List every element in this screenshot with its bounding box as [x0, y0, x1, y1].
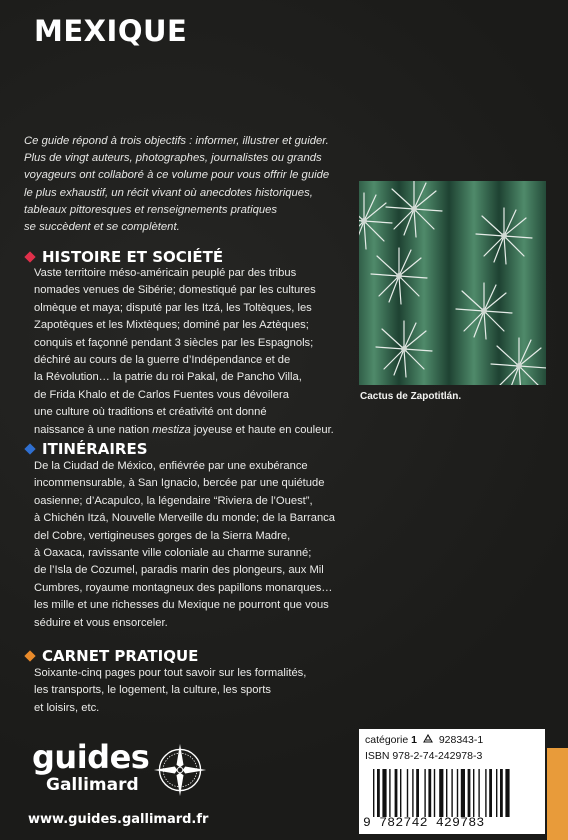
orange-diamond-icon: [24, 650, 35, 661]
book-title: MEXIQUE: [34, 14, 188, 48]
intro-line: Ce guide répond à trois objectifs : informer, illustrer et guider.: [24, 135, 329, 147]
orange-edge-strip: [547, 748, 568, 840]
website-url: www.guides.gallimard.fr: [28, 812, 209, 827]
body-line: del Cobre, vertigineuses gorges de la Sierra Madre,: [34, 529, 291, 542]
category-line: [365, 734, 483, 746]
category-label: catégorie: [365, 734, 409, 746]
body-line: de Frida Khalo et de Carlos Fuentes vous dévoilera: [34, 388, 289, 401]
body-line: les transports, le logement, la culture, les sports: [34, 684, 271, 697]
section-body-itineraires: [34, 458, 335, 632]
section-body-carnet: [34, 665, 306, 717]
body-line: [34, 422, 334, 439]
intro-line: le plus exhaustif, un récit vivant où anecdotes historiques,: [24, 186, 313, 199]
line-text: joyeuse et haute en couleur.: [190, 423, 334, 436]
category-value: 1: [411, 734, 417, 746]
intro-line: voyageurs ont collaboré à ce volume pour vous offrir le guide: [24, 169, 330, 182]
section-heading-carnet: [24, 647, 198, 665]
body-line: de l’Isla de Cozumel, paradis marin des plongeurs, aux Mil: [34, 564, 324, 577]
section-title: CARNET PRATIQUE: [42, 647, 199, 665]
body-line: les mille et une richesses du Mexique ne pourront que vous: [34, 599, 329, 612]
body-line: conquis et façonné pendant 3 siècles par les Espagnols;: [34, 336, 314, 349]
body-line: une culture où traditions et créativité ont donné: [34, 406, 267, 419]
body-line: et loisirs, etc.: [34, 701, 100, 714]
body-line: De la Ciudad de México, enfiévrée par une exubérance: [34, 460, 308, 472]
isbn-line: ISBN 978-2-74-242978-3: [365, 750, 483, 762]
barcode-digits: 9 782742 429783: [363, 815, 485, 830]
body-line: déchiré au cours de la guerre d’Indépendance et de: [34, 354, 291, 367]
intro-line: tableaux pittoresques et renseignements pratiques: [24, 203, 278, 216]
section-body-histoire: [34, 265, 334, 439]
body-line: à Chichén Itzá, Nouvelle Merveille du monde; de la Barranca: [34, 512, 335, 525]
body-line: Vaste territoire méso-américain peuplé par des tribus: [34, 267, 297, 279]
body-line: nomades venues de Sibérie; domestiqué par les cultures: [34, 284, 316, 297]
emphasis-text: mestiza: [152, 423, 191, 436]
body-line: à Oaxaca, ravissante ville coloniale au charme suranné;: [34, 547, 312, 560]
body-line: Zapotèques et les Mixtèques; dominé par les Aztèques;: [34, 319, 309, 332]
compass-rose-icon: [152, 742, 208, 798]
recycle-icon: [422, 734, 434, 744]
section-heading-histoire: [24, 248, 223, 266]
blue-diamond-icon: [24, 443, 35, 454]
logo-text-guides: guides: [32, 738, 150, 776]
intro-line: Plus de vingt auteurs, photographes, journalistes ou grands: [24, 152, 322, 165]
body-line: Soixante-cinq pages pour tout savoir sur les formalités,: [34, 667, 307, 679]
body-line: la Révolution… la patrie du roi Pakal, de Pancho Villa,: [34, 371, 302, 384]
body-line: oasienne; d’Acapulco, la légendaire “Riviera de l’Ouest”,: [34, 494, 313, 507]
product-code: 928343-1: [438, 734, 484, 746]
logo-text-gallimard: Gallimard: [46, 775, 139, 795]
intro-paragraph: [24, 133, 354, 236]
body-line: séduire et vous ensorceler.: [34, 616, 168, 629]
barcode-panel: [359, 729, 545, 834]
barcode-bars: [373, 769, 539, 817]
section-title: HISTOIRE ET SOCIÉTÉ: [42, 248, 224, 266]
line-text: naissance à une nation: [34, 423, 153, 436]
body-line: Cumbres, royaume montagneux des papillons monarques…: [34, 581, 333, 594]
guides-gallimard-logo: [32, 740, 212, 800]
body-line: olmèque et maya; disputé par les Itzá, les Toltèques, les: [34, 301, 312, 314]
intro-line: se succèdent et se complètent.: [24, 221, 180, 234]
photo-caption: Cactus de Zapotitlán.: [360, 391, 462, 402]
cactus-photo: [359, 181, 546, 385]
section-heading-itineraires: [24, 440, 148, 458]
red-diamond-icon: [24, 251, 35, 262]
section-title: ITINÉRAIRES: [42, 440, 148, 458]
body-line: incommensurable, à San Ignacio, bercée par une quiétude: [34, 477, 325, 490]
